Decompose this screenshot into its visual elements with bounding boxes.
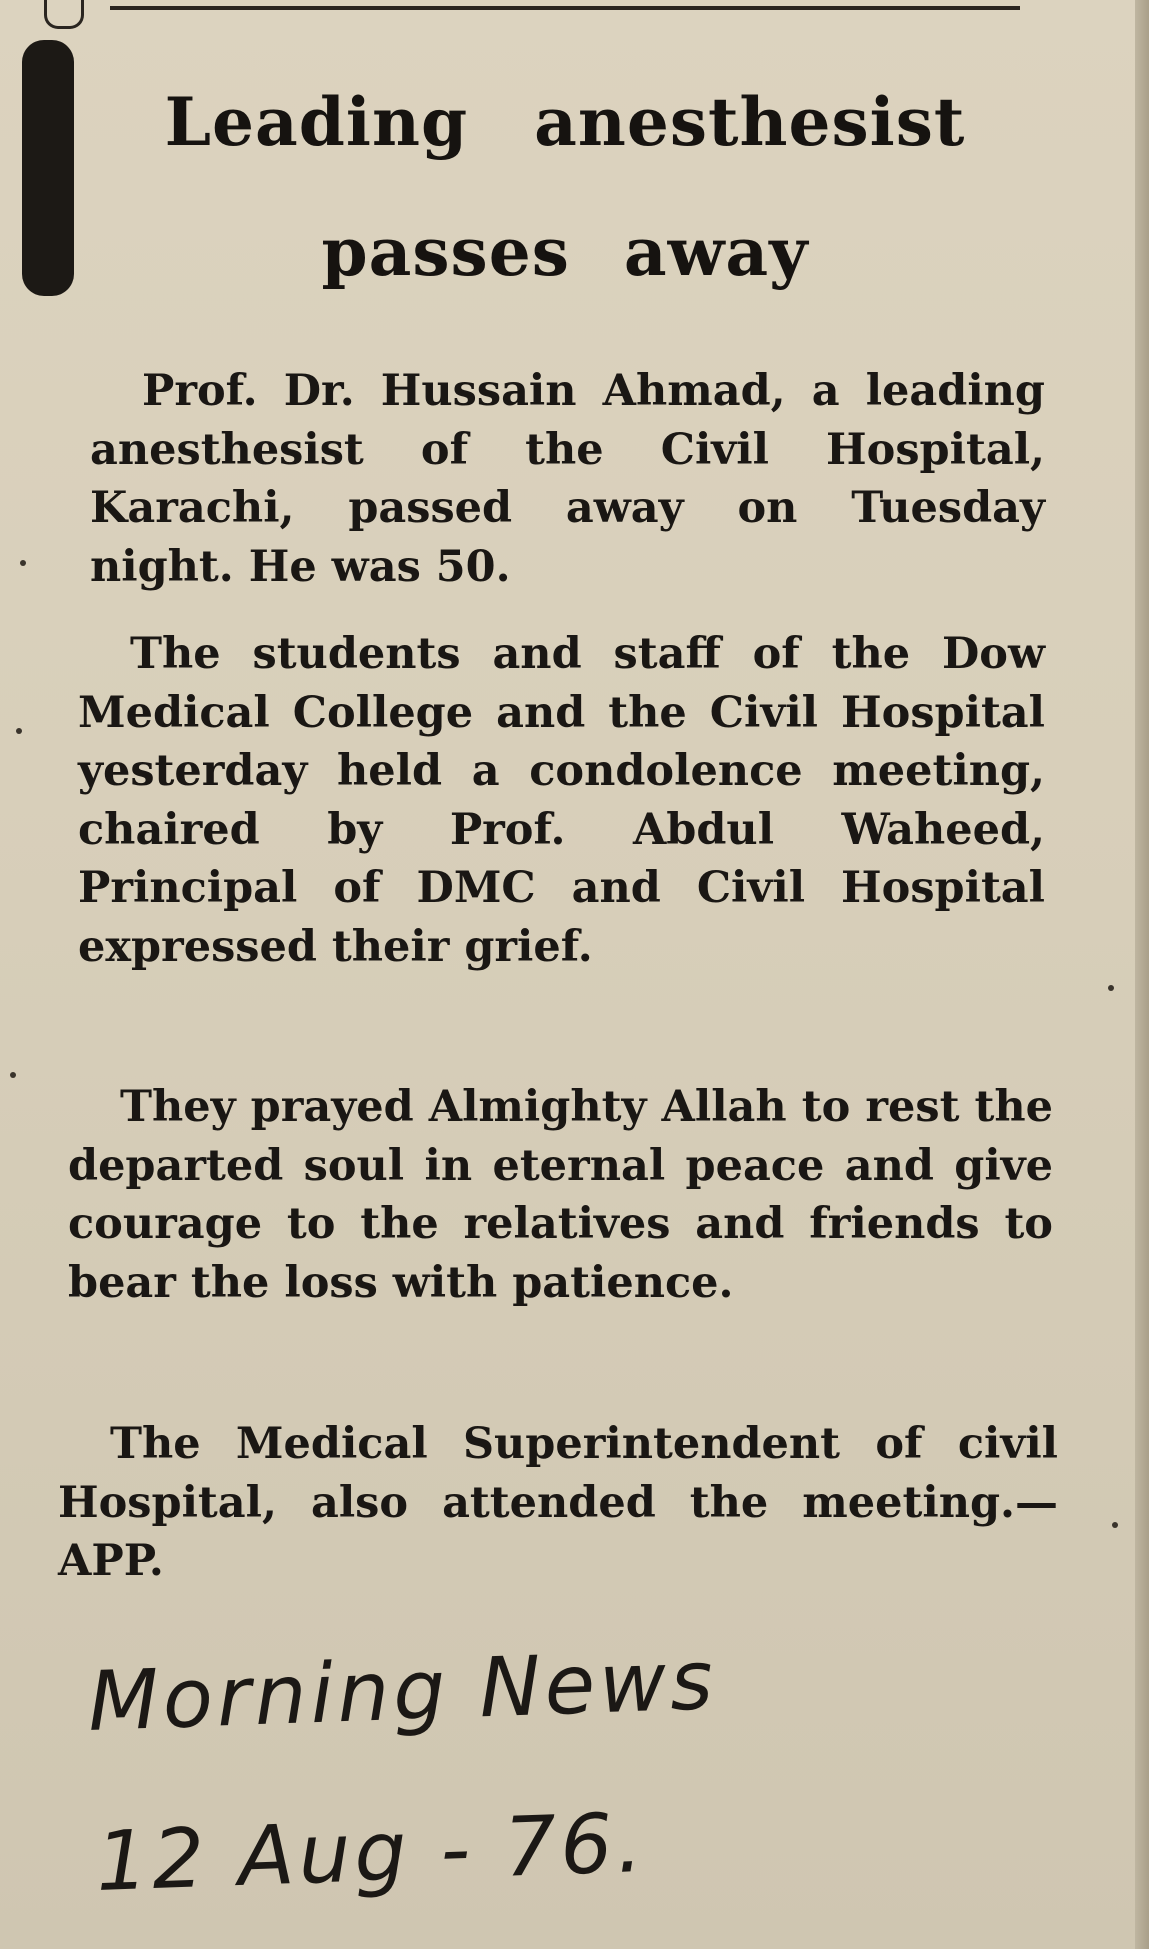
handwritten-date: 12 Aug - 76. (94, 1795, 648, 1910)
article-paragraph-4: The Medical Superintendent of civil Hospital, also attended the meeting.—APP. (58, 1419, 1058, 1586)
margin-marker-bar (22, 40, 74, 296)
ink-speck (16, 728, 22, 734)
article-paragraph-3: They prayed Almighty Allah to rest the departed soul in eternal peace and give courage to the relatives and friends to bear the loss with patience. (68, 1082, 1053, 1308)
handwritten-source: Morning News (86, 1633, 719, 1750)
headline-line-2: passes away (321, 213, 809, 291)
headline (80, 60, 1050, 314)
page-edge (1135, 0, 1149, 1949)
ink-speck (20, 560, 26, 566)
top-rule (110, 6, 1020, 10)
article-paragraph-1: Prof. Dr. Hussain Ahmad, a leading anesthesist of the Civil Hospital, Karachi, passed away on Tuesday night. He was 50. (90, 366, 1045, 592)
article-paragraph-2: The students and staff of the Dow Medical College and the Civil Hospital yesterday held a condolence meeting, chaired by Prof. Abdul Waheed, Principal of DMC and Civil Hospital expressed their grief. (78, 629, 1045, 972)
ink-speck (10, 1072, 16, 1078)
corner-mark (44, 0, 84, 29)
ink-speck (1112, 1522, 1118, 1528)
headline-line-1: Leading anesthesist (164, 83, 966, 161)
ink-speck (1108, 985, 1114, 991)
